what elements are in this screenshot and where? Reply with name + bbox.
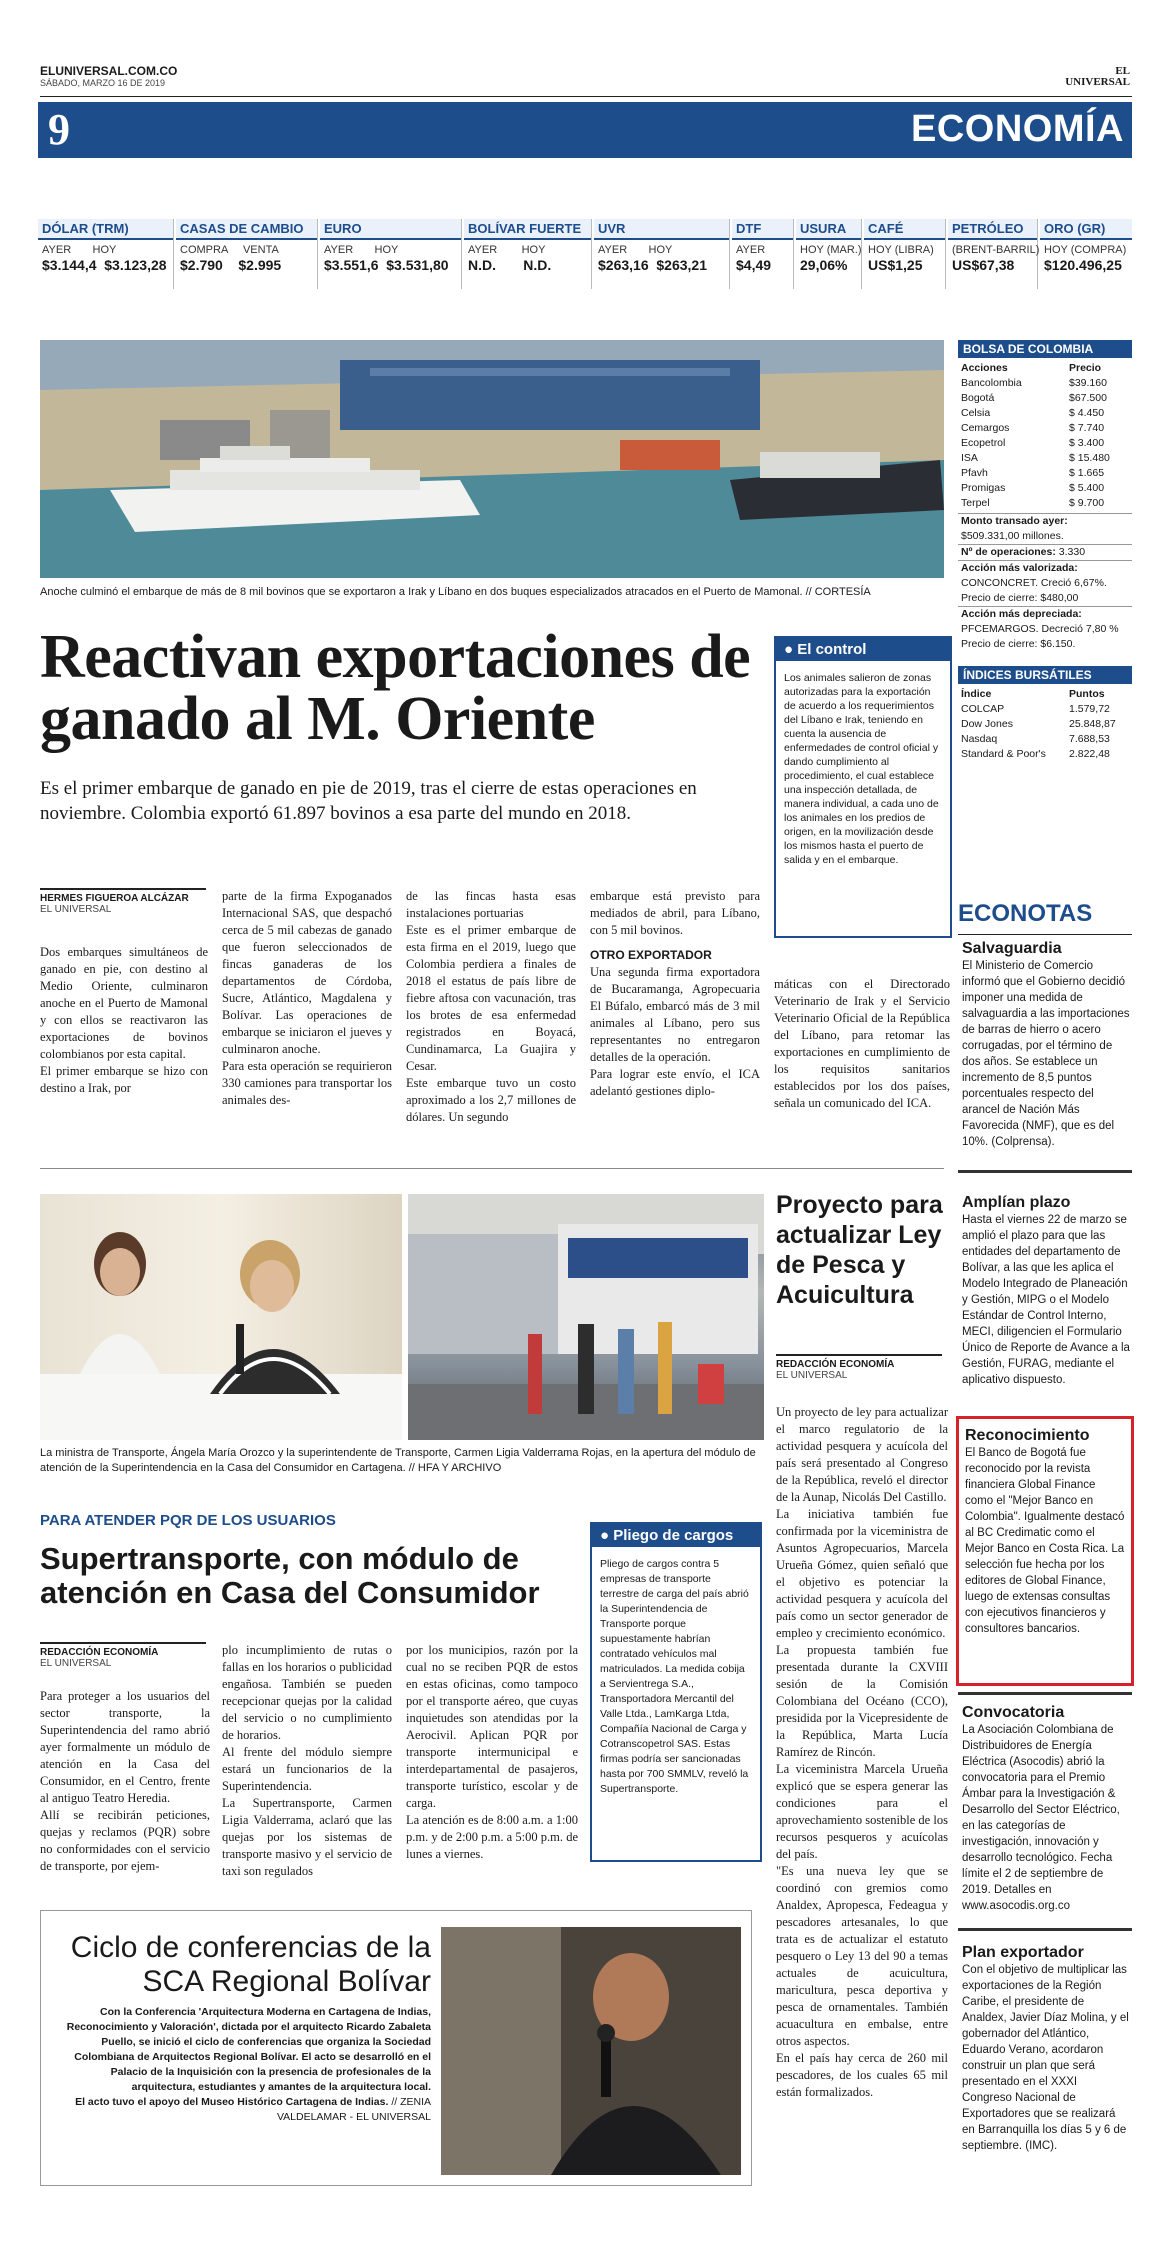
ticker-title: DÓLAR (TRM) (38, 219, 173, 240)
ticker-sub: AYER (736, 244, 766, 256)
ticker-sub: AYER HOY (324, 244, 399, 256)
byline-outlet: EL UNIVERSAL (40, 1658, 112, 1669)
feature-title: Ciclo de conferencias de la SCA Regional Bolívar (70, 1931, 431, 1998)
box-body: Pliego de cargos contra 5 empresas de transporte terrestre de carga del país abrió la Superintendencia de Transporte porque supuestamente habrían contratado vehículos mal matriculados. La medida cobija a Servientrega S.A., Transportadora Mercantil del Valle Ltda., LamKarga Ltda, Compañía Nacional de Carga y Cotranscopetrol SAS. Estas firmas podría ser sancionadas hasta por 700 SMMLV, reveló la Supertransporte. (600, 1558, 749, 1795)
econota-body: Hasta el viernes 22 de marzo se amplió el plazo para que las entidades del departamento de Bolívar, a las que les aplica el Modelo Integrado de Planeación y Gestión, MIPG o el Modelo Estándar de Control Interno, MECI, diligencien el Formulario Único de Reporte de Avance a la Gestión, FURAG, mediante el aplicativo dispuesto. (962, 1214, 1130, 1386)
stock-name: Ecopetrol (961, 437, 1006, 449)
stock-row (958, 376, 1132, 391)
col-header: Precio (1069, 362, 1102, 374)
photo-caption: La ministra de Transporte, Ángela María Orozco y la superintendente de Transporte, Carmen Ligia Valderrama Rojas, en la apertura del módulo de atención de la Superintendencia en la Casa del Consumidor en Cartagena. // HFA Y ARCHIVO (40, 1447, 756, 1474)
ticker-title: USURA (796, 219, 861, 240)
ticker-item (948, 219, 1038, 289)
note-value: PFCEMARGOS. Decreció 7,80 % (961, 623, 1119, 635)
indices-header (958, 687, 1132, 702)
byline-outlet: EL UNIVERSAL (776, 1370, 848, 1381)
article-column (590, 888, 760, 1100)
column-text: Una segunda firma exportadora de Bucaramanga, Agropecuaria El Búfalo, embarcó más de 3 mil animales al Líbano, pero sus representantes no entregaron detalles de la operación. Para lograr este envío, el ICA adelantó gestiones diplo- (590, 965, 760, 1098)
depreciada-note (958, 606, 1132, 652)
econota-convocatoria (962, 1704, 1130, 1914)
article-column: Dos embarques simultáneos de ganado en pie, con destino al Medio Oriente, culminaron anoche en el Puerto de Mamonal y con ellos se reactivaron las exportaciones de bovinos colombianos por esta capital. El primer embarque se hizo con destino a Irak, por (40, 945, 208, 1095)
ticker-item (732, 219, 794, 289)
ticker-sub: AYER HOY (468, 244, 546, 256)
ticker-value: US$67,38 (952, 257, 1015, 273)
index-name: Nasdaq (961, 733, 998, 745)
stock-row (958, 421, 1132, 436)
ticker-value: $263,16 $263,21 (598, 257, 707, 273)
feature-body (55, 2005, 431, 2125)
ticker-value: $120.496,25 (1044, 257, 1122, 273)
ticker-value: $4,49 (736, 257, 772, 273)
bus-terminal-photo (408, 1194, 764, 1440)
section-divider (40, 1168, 944, 1169)
article-column: por los municipios, razón por la cual no se reciben PQR de estos en estas oficinas, como tampoco por el transporte aéreo, que cuyas inquietudes son atendidas por la Aerocivil. Aplican PQR por transporte intermunicipal e interdepartamental de pasajeros, transporte turístico, escolar y de carga. La atención es de 8:00 a.m. a 1:00 p.m. y de 2:00 p.m. a 5:00 p.m. de lunes a viernes. (406, 1643, 578, 1861)
stock-row (958, 436, 1132, 451)
ticker-item (464, 219, 592, 289)
market-ticker (38, 219, 1132, 289)
ticker-sub: HOY (LIBRA) (868, 244, 934, 256)
econota-body: La Asociación Colombiana de Distribuidores de Energía Eléctrica (Asocodis) abrió la convocatoria para el Premio Ámbar para la Investigación & Desarrollo del Sector Eléctrico, en las categorías de investigación, innovación y desarrollo tecnológico. Fecha límite el 2 de septiembre de 2019. Detalles en www.asocodis.org.co (962, 1724, 1120, 1912)
econota-divider (958, 1170, 1132, 1173)
index-points: 2.822,48 (1069, 748, 1110, 760)
box-title-text: El control (797, 641, 867, 658)
stock-name: Cemargos (961, 422, 1010, 434)
port-ships-photo (40, 340, 944, 578)
speaker-photo (441, 1927, 741, 2175)
stock-name: Promigas (961, 482, 1006, 494)
photo-caption: Anoche culminó el embarque de más de 8 mil bovinos que se exportaron a Irak y Líbano en dos buques especializados atracados en el Puerto de Mamonal. // CORTESÍA (40, 586, 871, 598)
ticker-item (864, 219, 946, 289)
bus-terminal-illustration (408, 1194, 764, 1440)
valorizada-note (958, 560, 1132, 606)
newspaper-logo (1065, 66, 1130, 88)
column-text: embarque está previsto para mediados de abril, para Líbano, con 5 mil bovinos. (590, 889, 760, 937)
article-headline: Proyecto para actualizar Ley de Pesca y Acuicultura (776, 1191, 943, 1309)
econota-title: Plan exportador (962, 1944, 1084, 1961)
sidebar-box-control (774, 636, 952, 938)
index-name: Dow Jones (961, 718, 1013, 730)
main-deck: Es el primer embarque de ganado en pie de 2019, tras el cierre de estas operaciones en noviembre. Colombia exportó 61.897 bovinos a esa parte del mundo en 2018. (40, 778, 697, 824)
econotas-title: ECONOTAS (958, 900, 1093, 927)
ticker-sub: AYER HOY (42, 244, 117, 256)
stock-name: Terpel (961, 497, 990, 509)
note-label: Nº de operaciones: (961, 546, 1056, 558)
stock-row (958, 481, 1132, 496)
site-url: ELUNIVERSAL.COM.CO (40, 64, 178, 78)
econota-title: Amplían plazo (962, 1194, 1071, 1211)
col-header: Puntos (1069, 688, 1105, 700)
index-name: COLCAP (961, 703, 1005, 715)
ticker-sub: (BRENT-BARRIL) (952, 244, 1040, 256)
ticker-title: ORO (GR) (1040, 219, 1132, 240)
stock-row (958, 496, 1132, 511)
ticker-item (176, 219, 318, 289)
stock-row (958, 391, 1132, 406)
econota-title: Salvaguardia (962, 940, 1062, 957)
section-title: ECONOMÍA (911, 108, 1124, 150)
article-kicker: PARA ATENDER PQR DE LOS USUARIOS (40, 1512, 336, 1529)
econota-body: Con el objetivo de multiplicar las exportaciones de la Región Caribe, el presidente de Analdex, Javier Díaz Molina, y el gobernador del Atlántico, Eduardo Verano, acordaron construir un plan que será presentado en el XXXI Congreso Nacional de Exportadores que se realizará en Barranquilla los días 5 y 6 de septiembre. (IMC). (962, 1964, 1129, 2152)
ciclo-feature-box (40, 1910, 752, 2186)
econota-plan (962, 1944, 1130, 2154)
econota-salvaguardia (962, 940, 1130, 1150)
stock-name: ISA (961, 452, 978, 464)
article-column: Para proteger a los usuarios del sector transporte, la Superintendencia del ramo abrió ayer formalmente un módulo de atención en la Casa del Consumidor, en el Centro, frente al antiguo Teatro Heredia. Allí se recibirán peticiones, quejas y reclamos (PQR) sobre no conformidades con el servicio de transporte, por ejem- (40, 1689, 210, 1873)
note-label: Acción más valorizada: (961, 562, 1078, 574)
header-rule (40, 96, 1132, 97)
econota-divider (958, 1692, 1132, 1695)
box-title-text: Pliego de cargos (613, 1527, 734, 1544)
index-row (958, 747, 1132, 762)
ticker-title: DTF (732, 219, 793, 240)
note-value: 3.330 (1058, 546, 1086, 558)
article-column: Un proyecto de ley para actualizar el marco regulatorio de la actividad pesquera y acuícola del país será presentado al Congreso de la República, reveló el director de la Aunap, Nicolás Del Castillo. La iniciativa también fue confirmada por la viceministra de Asuntos Agropecuarios, Marcela Urueña Gómez, quien señaló que el objetivo es potenciar la actividad pesquera y acuícola del país como un sector generador de empleo y crecimiento económico. La propuesta también fue presentada durante la CXVIII sesión de la Comisión Colombiana del Océano (CCO), presidida por la Vicepresidente de la República, Marta Lucía Ramírez de Rincón. La viceministra Marcela Urueña explicó que se espera generar las condiciones para el aprovechamiento sostenible de los recursos pesqueros y acuícolas del país. "Es una nueva ley que se coordinó con gremios como Analdex, Apropesca, Fedeagua y pescadores artesanales, lo que trata es de actualizar el estatuto pesquero o Ley 13 del 90 a temas actuales de acuicultura, maricultura, pesca deportiva y pesca de ornamentales. También acuacultura en embalse, entre otros aspectos. En el país hay cerca de 260 mil pescadores, de los cuales 65 mil están formalizados. (776, 1405, 948, 2099)
econota-reconocimiento (956, 1416, 1134, 1686)
photo-credit: // ZENIA VALDELAMAR - EL UNIVERSAL (276, 2096, 431, 2123)
stock-row (958, 451, 1132, 466)
box-body: Los animales salieron de zonas autorizadas para la exportación de acuerdo a los requerimientos del Líbano e Irak, teniendo en cuenta la ausencia de enfermedades de control oficial y dando cumplimiento al procedimiento, el cual establece una inspección detallada, de manera individual, a cada uno de los animales en los predios de origen, en la movilización desde los mismos hasta el puerto de salida y en el embarque. (784, 672, 939, 866)
ops-note (958, 544, 1132, 560)
byline-outlet: EL UNIVERSAL (40, 904, 112, 915)
econota-title: Convocatoria (962, 1704, 1065, 1721)
ticker-title: EURO (320, 219, 461, 240)
stock-row (958, 406, 1132, 421)
ticker-title: CASAS DE CAMBIO (176, 219, 317, 240)
logo-bottom: UNIVERSAL (1065, 76, 1130, 88)
ticker-value: $2.790 $2.995 (180, 257, 282, 273)
box-title: ● Pliego de cargos (592, 1524, 760, 1547)
ticker-value: N.D. N.D. (468, 257, 552, 273)
col-header: Índice (961, 688, 992, 700)
bolsa-header (958, 361, 1132, 376)
econota-title: Reconocimiento (965, 1427, 1090, 1444)
article-column: parte de la firma Expoganados Internacional SAS, que despachó cerca de 5 mil cabezas de ganado que fueron seleccionados de fincas ganaderas de los departamentos de Córdoba, Sucre, Atlántico, Magdalena y Bolívar. Las operaciones de embarque se iniciaron el jueves y culminaron anoche. Para esta operación se requirieron 330 camiones para transportar los animales des- (222, 889, 392, 1107)
stock-price: $ 3.400 (1069, 437, 1105, 449)
ticker-item (320, 219, 462, 289)
ticker-title: PETRÓLEO (948, 219, 1037, 240)
stock-name: Bancolombia (961, 377, 1022, 389)
econotas-rule (958, 934, 1132, 935)
stock-name: Pfavh (961, 467, 988, 479)
sidebar-box-pliego (590, 1522, 762, 1862)
stock-price: $ 7.740 (1069, 422, 1105, 434)
col-header: Acciones (961, 362, 1008, 374)
byline-author: REDACCIÓN ECONOMÍA (40, 1647, 159, 1658)
article-column: de las fincas hasta esas instalaciones portuarias Este es el primer embarque de esta firma en el 2019, luego que Colombia perdiera a finales de 2018 el estatus de país libre de fiebre aftosa con vacunación, tras los brotes de esa enfermedad registrados en Boyacá, Cundinamarca, La Guajira y Cesar. Este embarque tuvo un costo aproximado a los 2,7 millones de dólares. Un segundo (406, 889, 576, 1124)
stock-price: $39.160 (1069, 377, 1107, 389)
page-number: 9 (48, 105, 70, 154)
subhead: OTRO EXPORTADOR (590, 948, 712, 962)
article-column: máticas con el Directorado Veterinario de Irak y el Servicio Veterinario Oficial de la República del Líbano, para retomar las exportaciones en cumplimiento de los requisitos sanitarios establecidos por los dos países, señala un comunicado del ICA. (774, 977, 950, 1110)
ticker-item (38, 219, 174, 289)
stock-price: $ 5.400 (1069, 482, 1105, 494)
ticker-item (594, 219, 730, 289)
section-band (38, 102, 1132, 158)
officials-photo (40, 1194, 402, 1440)
logo-top: EL (1115, 65, 1130, 77)
stock-price: $ 15.480 (1069, 452, 1110, 464)
indices-title: ÍNDICES BURSÁTILES (958, 666, 1132, 684)
econota-body: El Banco de Bogotá fue reconocido por la revista financiera Global Finance como el "Mejor Banco en Colombia". Igualmente destacó al BC Credimatic como el Mejor Banco en Costa Rica. La selección fue hecha por los editores de Global Finance, luego de extensas consultas con ejecutivos financieros y consultores bancarios. (965, 1447, 1125, 1635)
market-sidebar (958, 340, 1132, 762)
byline (40, 888, 206, 915)
speaker-illustration (441, 1927, 741, 2175)
ticker-title: BOLÍVAR FUERTE (464, 219, 591, 240)
index-points: 7.688,53 (1069, 733, 1110, 745)
ticker-sub: COMPRA VENTA (180, 244, 279, 256)
ticker-value: $3.144,4 $3.123,28 (42, 257, 167, 273)
box-title: ● El control (776, 638, 950, 661)
econota-amplian (962, 1194, 1130, 1388)
stock-name: Celsia (961, 407, 991, 419)
note-label: Acción más depreciada: (961, 608, 1082, 620)
index-row (958, 717, 1132, 732)
ticker-value: 29,06% (800, 257, 848, 273)
index-row (958, 732, 1132, 747)
ticker-sub: HOY (MAR.) (800, 244, 862, 256)
ticker-title: CAFÉ (864, 219, 945, 240)
monto-note (958, 513, 1132, 544)
econota-content (959, 1419, 1131, 1637)
econota-divider (958, 1928, 1132, 1931)
article-headline: Supertransporte, con módulo de atención en Casa del Consumidor (40, 1541, 540, 1610)
byline (40, 1642, 206, 1669)
ticker-value: $3.551,6 $3.531,80 (324, 257, 449, 273)
bolsa-title: BOLSA DE COLOMBIA (958, 340, 1132, 358)
index-points: 1.579,72 (1069, 703, 1110, 715)
note-price: Precio de cierre: $6.150. (961, 638, 1076, 650)
stock-price: $67.500 (1069, 392, 1107, 404)
byline-author: REDACCIÓN ECONOMÍA (776, 1359, 895, 1370)
article-column: plo incumplimiento de rutas o fallas en los horarios o publicidad engañosa. También se pueden recepcionar quejas por la calidad del servicio o no cumplimiento de horarios. Al frente del módulo siempre estará un funcionarios de la Superintendencia. La Supertransporte, Carmen Ligia Valderrama, aclaró que las quejas por los sistemas de transporte masivo y el servicio de taxi son regulados (222, 1643, 392, 1878)
note-price: Precio de cierre: $480,00 (961, 592, 1079, 604)
stock-price: $ 9.700 (1069, 497, 1105, 509)
issue-date: SÁBADO, MARZO 16 DE 2019 (40, 78, 166, 88)
index-points: 25.848,87 (1069, 718, 1116, 730)
ticker-item (796, 219, 862, 289)
ticker-sub: HOY (COMPRA) (1044, 244, 1127, 256)
byline (776, 1354, 942, 1381)
note-value: CONCONCRET. Creció 6,67%. (961, 577, 1107, 589)
stock-price: $ 1.665 (1069, 467, 1105, 479)
port-ships-illustration (40, 340, 944, 578)
ticker-item (1040, 219, 1132, 289)
stock-name: Bogotá (961, 392, 995, 404)
feature-text: Con la Conferencia 'Arquitectura Moderna en Cartagena de Indias, Reconocimiento y Valoración', dictada por el arquitecto Ricardo Zabaleta Puello, se inició el ciclo de conferencias que organiza la Sociedad Colombiana de Arquitectos Regional Bolívar. El acto se desarrolló en el Palacio de la Inquisición con la presencia de profesionales de la arquitectura, estudiantes y amantes de la arquitectura local. El acto tuvo el apoyo del Museo Histórico Cartagena de Indias. (66, 2006, 431, 2108)
note-label: Monto transado ayer: (961, 515, 1068, 527)
ticker-title: UVR (594, 219, 729, 240)
ticker-value: US$1,25 (868, 257, 923, 273)
stock-price: $ 4.450 (1069, 407, 1105, 419)
index-name: Standard & Poor's (961, 748, 1046, 760)
stock-row (958, 466, 1132, 481)
note-value: $509.331,00 millones. (961, 530, 1064, 542)
index-row (958, 702, 1132, 717)
officials-illustration (40, 1194, 402, 1440)
ticker-sub: AYER HOY (598, 244, 673, 256)
main-headline: Reactivan exportaciones de ganado al M. Oriente (40, 623, 751, 753)
econota-body: El Ministerio de Comercio informó que el Gobierno decidió imponer una medida de salvaguardia a las importaciones de barras de hierro o acero corrugadas, por el término de dos años. Se establece un incremento de 8,5 puntos porcentuales respecto del arancel de Nación Más Favorecida (NMF), que es del 10%. (Colprensa). (962, 960, 1130, 1148)
byline-author: HERMES FIGUEROA ALCÁZAR (40, 893, 189, 904)
